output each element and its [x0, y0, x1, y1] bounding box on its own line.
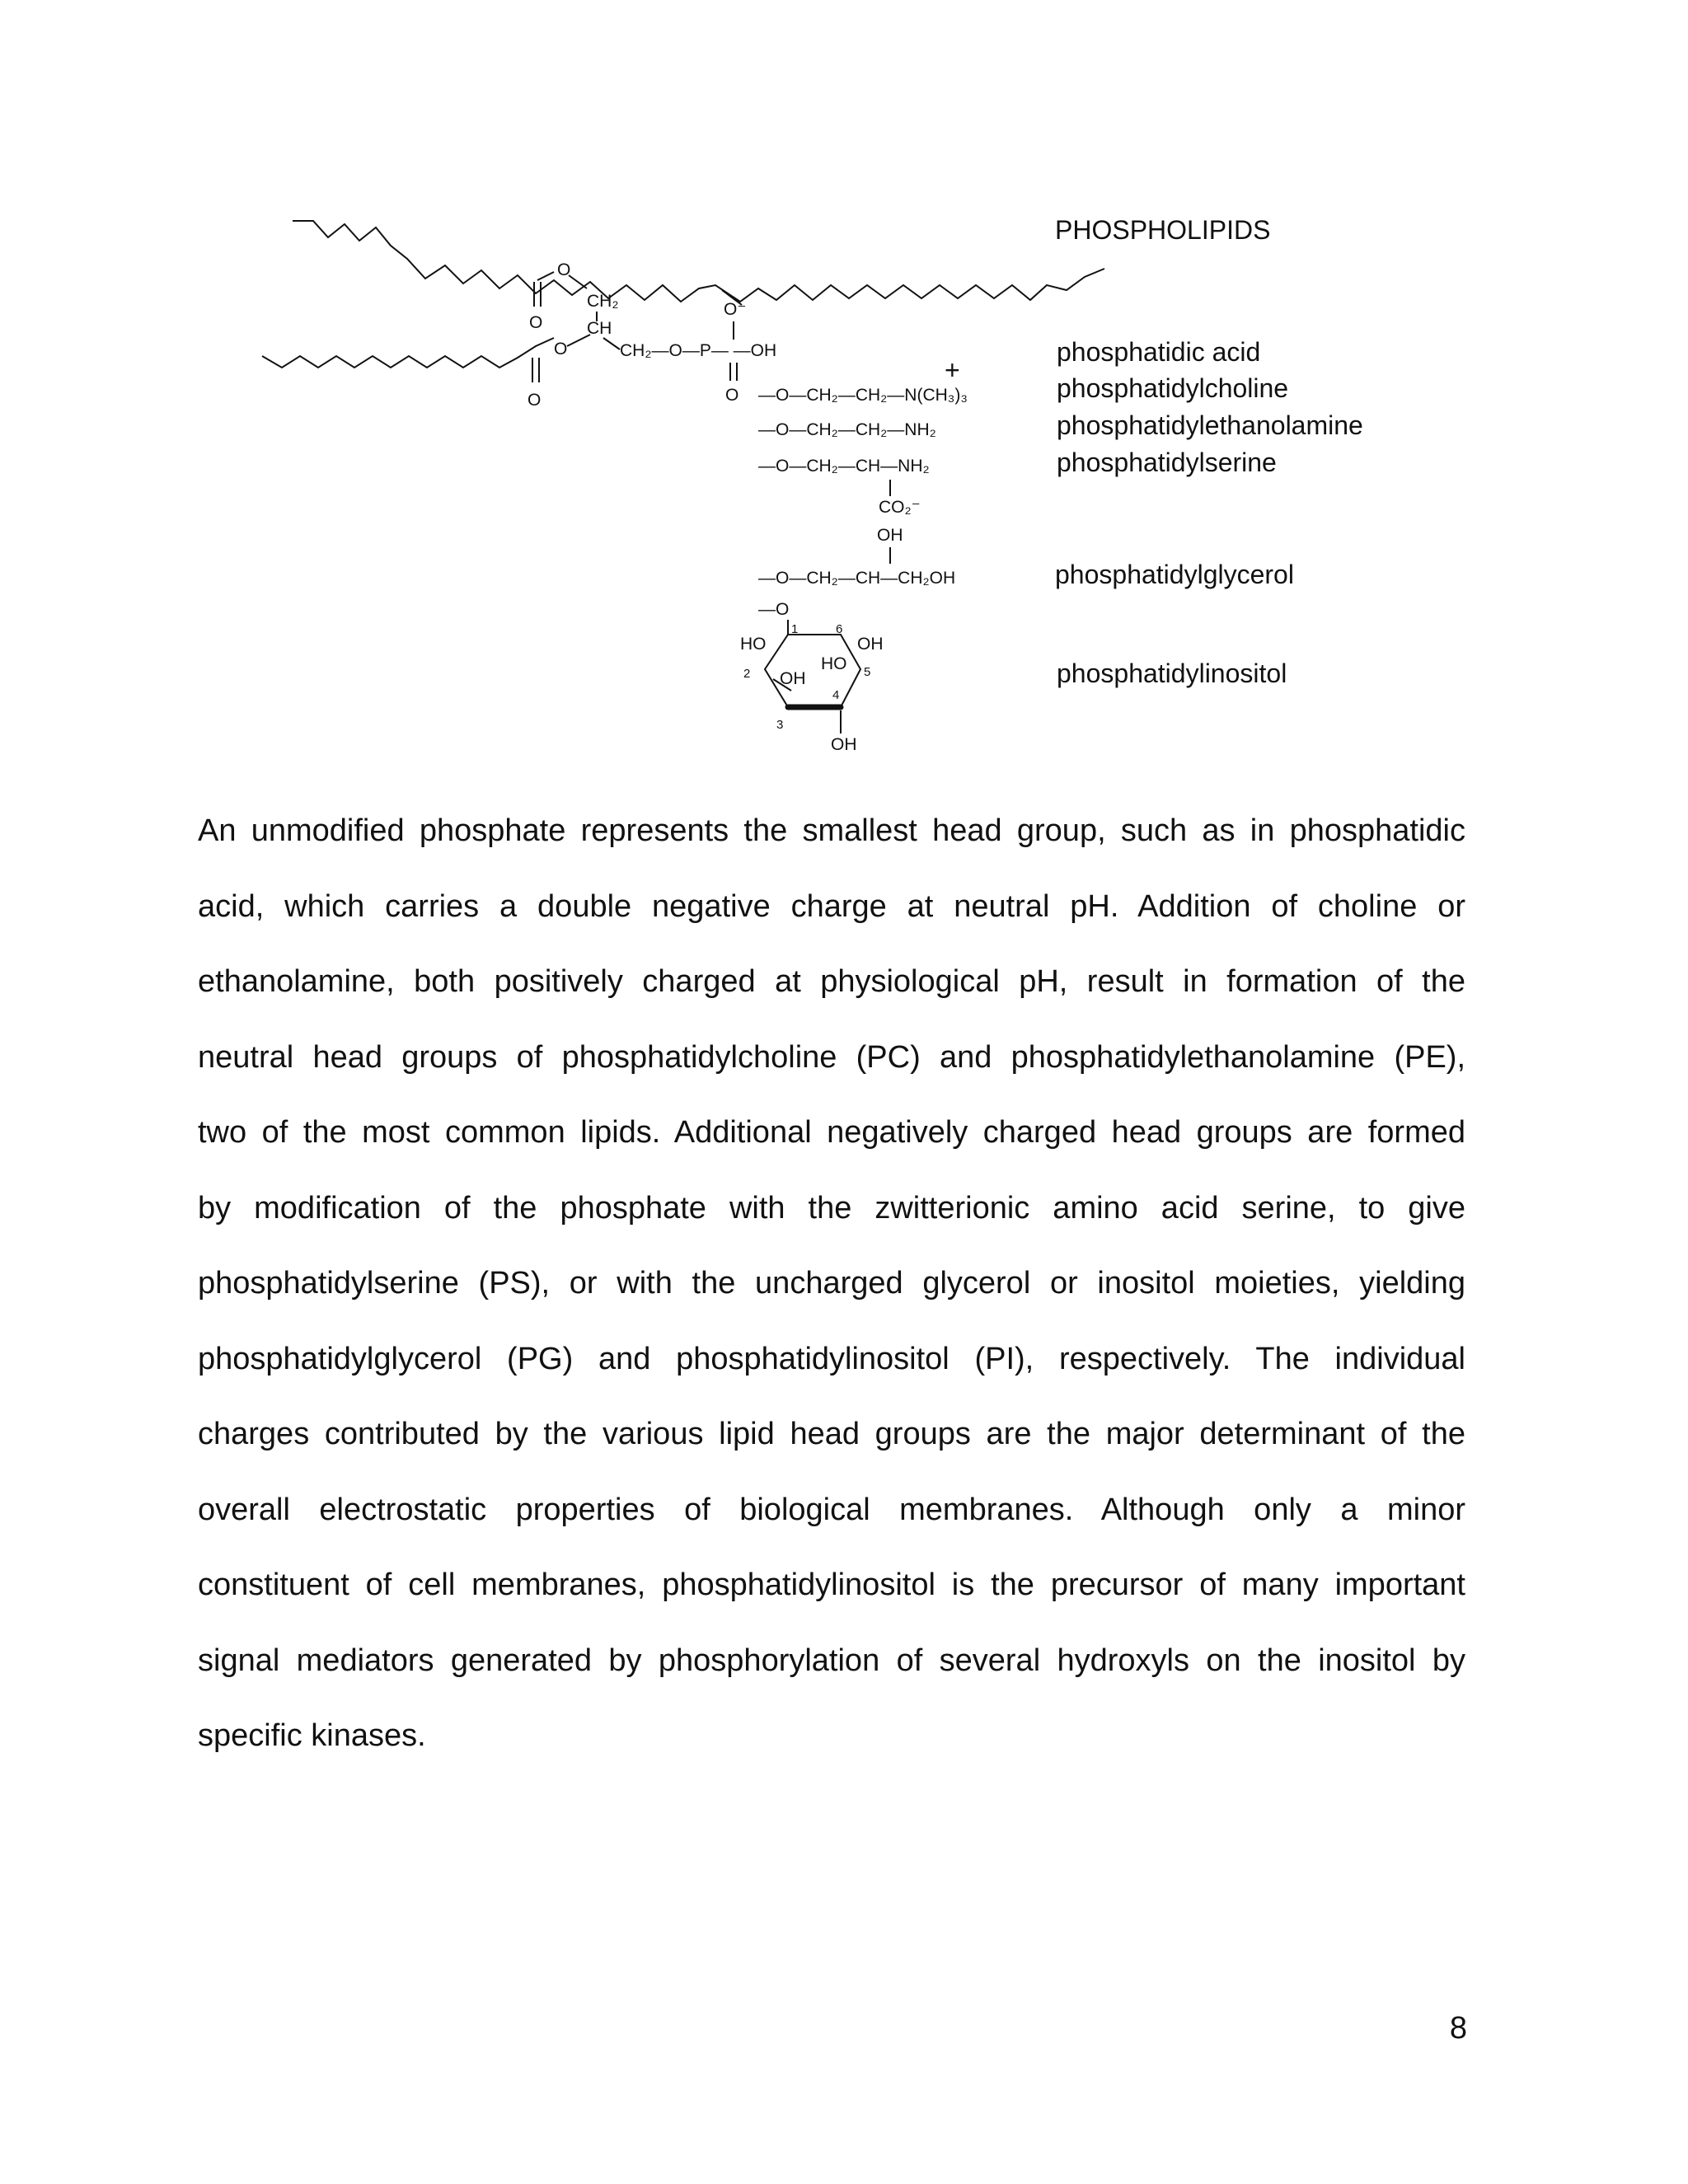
label-phosphatidylcholine: phosphatidylcholine: [1057, 373, 1289, 403]
body-line: phosphatidylglycerol (PG) and phosphatidylinositol (PI), respectively. The individual: [198, 1341, 1465, 1376]
label-phosphatidic-acid: phosphatidic acid: [1057, 337, 1261, 367]
upper-ester-o: O: [557, 260, 571, 279]
glycerol-oh: OH: [877, 526, 903, 545]
inositol-link: —O: [758, 600, 790, 619]
body-line: two of the most common lipids. Additional negatively charged head groups are formed: [198, 1115, 1465, 1150]
inositol-ho-c5: HO: [821, 654, 847, 673]
phosphate-o-minus: O⁻: [724, 300, 747, 319]
serine-carboxylate: CO₂⁻: [879, 498, 921, 517]
upper-ester-bond: [537, 272, 554, 280]
sn2-ch: CH: [587, 319, 612, 338]
lower-ester-o: O: [554, 340, 568, 359]
body-line: An unmodified phosphate represents the smallest head group, such as in phosphatidic: [198, 813, 1465, 848]
inositol-oh-c2: OH: [780, 669, 806, 688]
phospholipid-structure-diagram: [0, 0, 1688, 775]
body-line: by modification of the phosphate with the zwitterionic amino acid serine, to give: [198, 1190, 1465, 1226]
figure-heading: PHOSPHOLIPIDS: [1055, 215, 1271, 245]
backbone-phosphate: CH₂—O—P— —OH: [620, 341, 777, 360]
lower-acyl-chain: [262, 338, 554, 368]
sn1-ch2: CH₂: [587, 292, 619, 311]
ring-num-5: 5: [864, 665, 871, 679]
serine-group: —O—CH₂—CH—NH₂: [758, 457, 930, 476]
page-number: 8: [1449, 2011, 1467, 2046]
ring-num-2: 2: [743, 667, 751, 681]
body-line: phosphatidylserine (PS), or with the uncharged glycerol or inositol moieties, yielding: [198, 1266, 1465, 1301]
ring-num-1: 1: [791, 622, 799, 636]
ring-num-4: 4: [832, 688, 840, 702]
upper-acyl-chain: [293, 221, 1104, 302]
upper-carbonyl-o: O: [529, 313, 543, 332]
body-line: specific kinases.: [198, 1718, 426, 1753]
glycerol-group: —O—CH₂—CH—CH₂OH: [758, 569, 956, 588]
label-phosphatidylethanolamine: phosphatidylethanolamine: [1057, 410, 1363, 440]
inositol-ho-left: HO: [740, 635, 767, 654]
body-line: charges contributed by the various lipid head groups are the major determinant of the: [198, 1417, 1465, 1451]
label-phosphatidylglycerol: phosphatidylglycerol: [1055, 560, 1294, 589]
body-line: neutral head groups of phosphatidylcholine (PC) and phosphatidylethanolamine (PE),: [198, 1039, 1465, 1075]
inositol-oh-c4: OH: [831, 735, 857, 754]
body-line: overall electrostatic properties of biological membranes. Although only a minor: [198, 1492, 1465, 1527]
body-line: ethanolamine, both positively charged at physiological pH, result in formation of the: [198, 964, 1465, 999]
ring-num-3: 3: [776, 718, 784, 732]
phospholipid-figure: [0, 0, 1688, 779]
body-line: signal mediators generated by phosphorylation of several hydroxyls on the inositol by: [198, 1643, 1465, 1678]
upper-ester-o-ch2-bond: [569, 275, 587, 288]
lower-ester-o-ch-bond: [567, 335, 590, 346]
inositol-oh-right: OH: [857, 635, 884, 654]
body-line: constituent of cell membranes, phosphatidylinositol is the precursor of many important: [198, 1568, 1465, 1602]
plus-charge: +: [945, 355, 960, 385]
ring-num-6: 6: [836, 622, 843, 636]
body-line: acid, which carries a double negative charge at neutral pH. Addition of choline or: [198, 888, 1465, 924]
label-phosphatidylinositol: phosphatidylinositol: [1057, 658, 1287, 688]
ethanolamine-group: —O—CH₂—CH₂—NH₂: [758, 420, 936, 439]
phosphate-double-o: O: [725, 386, 739, 405]
ch-ch2-bond: [603, 338, 620, 349]
body-paragraph: [198, 794, 1465, 1774]
label-phosphatidylserine: phosphatidylserine: [1057, 448, 1277, 477]
lower-carbonyl-o: O: [528, 391, 542, 410]
choline-group: —O—CH₂—CH₂—N(CH₃)₃: [758, 386, 968, 405]
